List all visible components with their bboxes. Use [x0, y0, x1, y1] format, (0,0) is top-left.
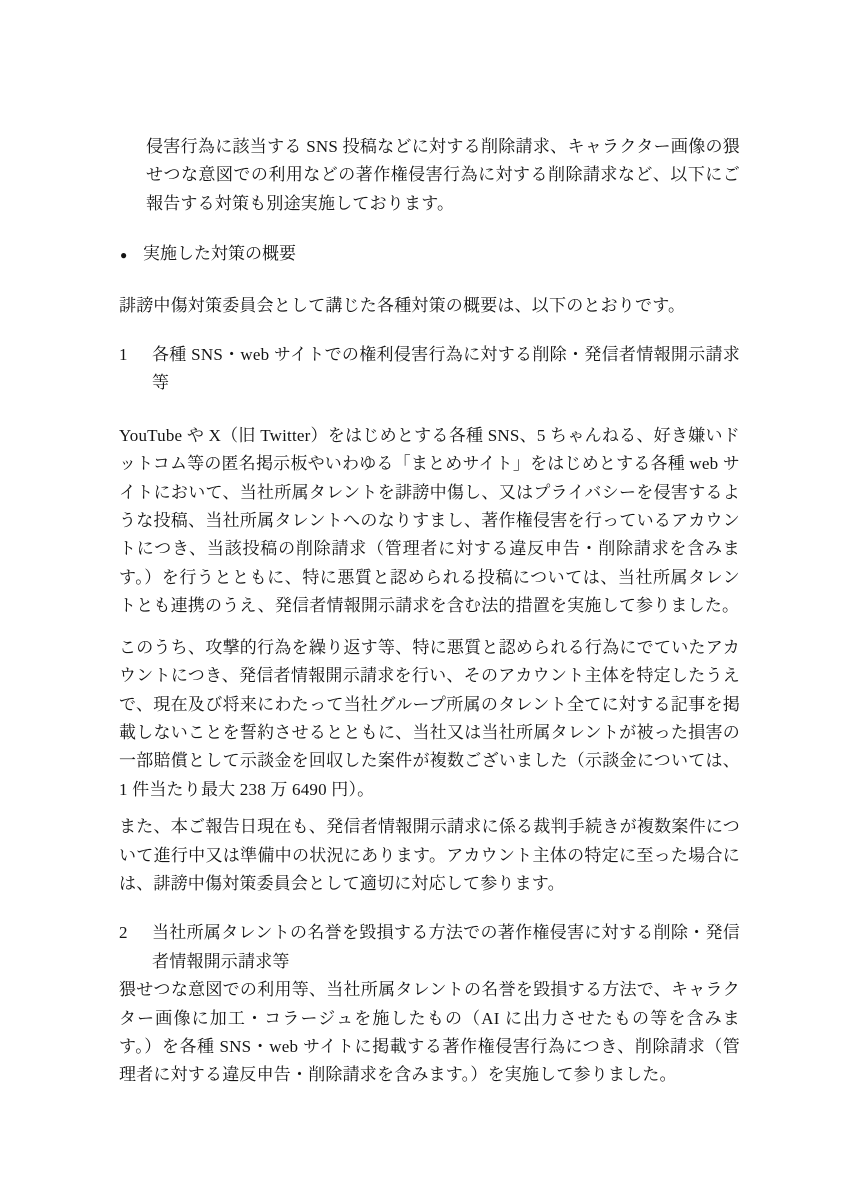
section-2-number: 2: [119, 923, 128, 943]
section-1-title: 各種 SNS・web サイトでの権利侵害行為に対する削除・発信者情報開示請求等: [152, 345, 740, 393]
document-content: [119, 133, 740, 1090]
section-1-paragraph-2: このうち、攻撃的行為を繰り返す等、特に悪質と認められる行為にでていたアカウントにつき、発信者情報開示請求を行い、そのアカウント主体を特定したうえで、現在及び将来にわたって当社グループ所属のタレント全てに対する記事を掲載しないことを誓約させるとともに、当社又は当社所属タレントが被った損害の一部賠償として示談金を回収した案件が複数ございました（示談金については、1 件当たり最大 238 万 6490 円）。: [119, 637, 740, 799]
lead-paragraph: 誹謗中傷対策委員会として講じた各種対策の概要は、以下のとおりです。: [119, 295, 686, 315]
bullet-item-label: 実施した対策の概要: [143, 244, 296, 264]
section-2-title: 当社所属タレントの名誉を毀損する方法での著作権侵害に対する削除・発信者情報開示請求等: [152, 923, 740, 971]
intro-paragraph: 侵害行為に該当する SNS 投稿などに対する削除請求、キャラクター画像の猥せつな意図での利用などの著作権侵害行為に対する削除請求など、以下にご報告する対策も別途実施しております。: [146, 137, 740, 213]
section-1-paragraph-3: また、本ご報告日現在も、発信者情報開示請求に係る裁判手続きが複数案件について進行中又は準備中の状況にあります。アカウント主体の特定に至った場合には、誹謗中傷対策委員会として適切に対応して参ります。: [119, 817, 740, 893]
section-2-paragraph-1: 猥せつな意図での利用等、当社所属タレントの名誉を毀損する方法で、キャラクター画像に加工・コラージュを施したもの（AI に出力させたもの等を含みます。）を各種 SNS・web サイトに掲載する著作権侵害行為につき、削除請求（管理者に対する違反申告・削除請求を含みます。）を実施して参りました。: [119, 980, 740, 1085]
section-1-heading: [119, 341, 740, 398]
section-1-paragraph-1: YouTube や X（旧 Twitter）をはじめとする各種 SNS、5 ちゃんねる、好き嫌いドットコム等の匿名掲示板やいわゆる「まとめサイト」をはじめとする各種 web サイトにおいて、当社所属タレントを誹謗中傷し、又はプライバシーを侵害するような投稿、当社所属タレントへのなりすまし、著作権侵害を行っているアカウントにつき、当該投稿の削除請求（管理者に対する違反申告・削除請求を含みます。）を行うとともに、特に悪質と認められる投稿については、当社所属タレントとも連携のうえ、発信者情報開示請求を含む法的措置を実施して参りました。: [119, 425, 740, 616]
bullet-icon: ●: [120, 248, 128, 263]
section-1-number: 1: [119, 345, 128, 365]
bullet-item: [119, 240, 740, 268]
section-2-heading: [119, 919, 740, 976]
